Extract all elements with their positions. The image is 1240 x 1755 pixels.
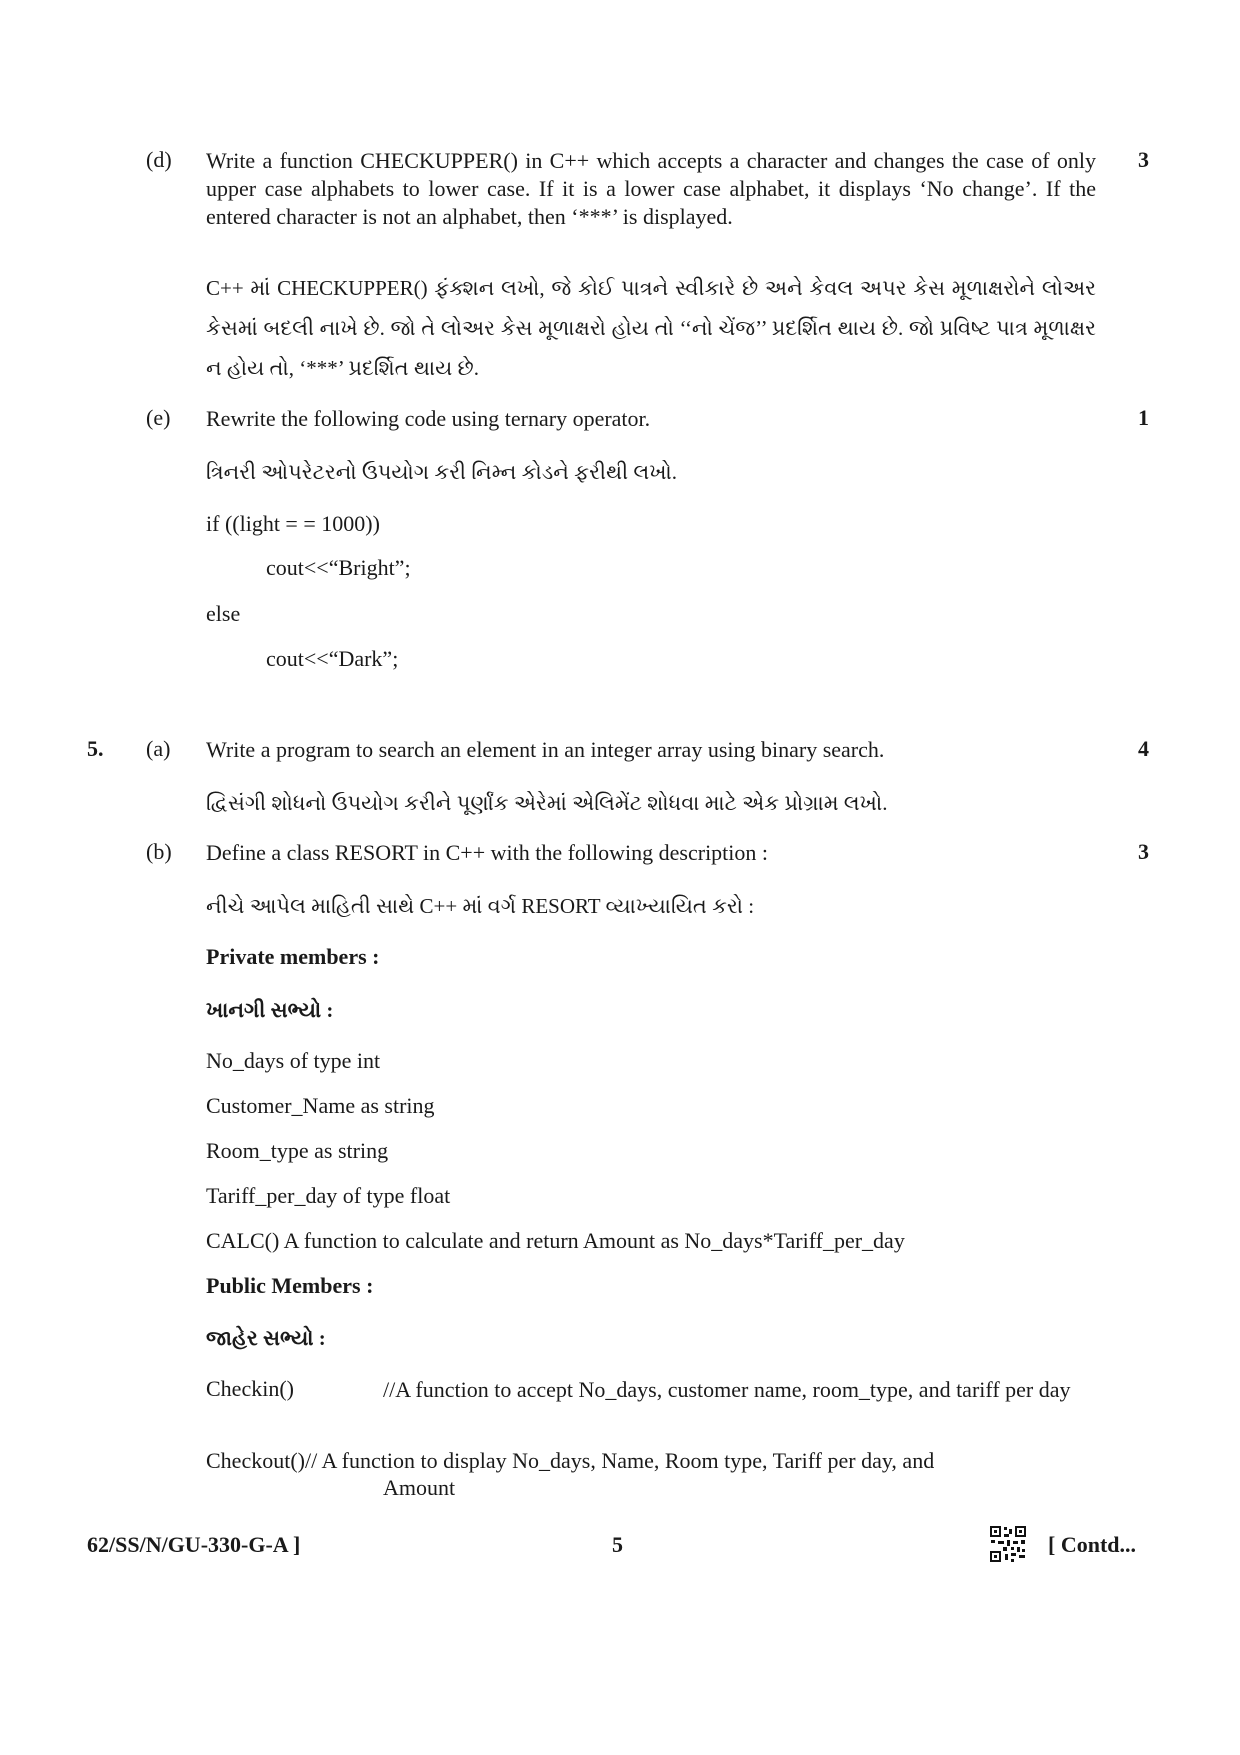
checkout-line-continued: Amount xyxy=(383,1475,456,1500)
checkin-description: //A function to accept No_days, customer name, room_type, and tariff per day xyxy=(383,1377,1071,1402)
q5b-marks: 3 xyxy=(1138,839,1149,864)
q5a-gujarati-text: દ્વિસંગી શોધનો ઉપયોગ કરીને પૂર્ણાંક એરેમાં એલિમેંટ શોધવા માટે એક પ્રોગ્રામ લખો. xyxy=(206,791,888,815)
private-member-item: No_days of type int xyxy=(206,1048,381,1073)
q5a-label: (a) xyxy=(146,736,171,761)
public-members-heading-gujarati: જાહેર સભ્યો : xyxy=(206,1326,326,1350)
private-member-item: Tariff_per_day of type float xyxy=(206,1183,451,1208)
q4d-english-text: Write a function CHECKUPPER() in C++ which accepts a character and changes the case of only upper case alphabets to lower case. If it is a lower case alphabet, it displays ‘No change’. If the entered character is not an alphabet, then ‘***’ is displayed. xyxy=(206,148,1096,229)
q5b-label: (b) xyxy=(146,839,172,864)
q5b-english-text: Define a class RESORT in C++ with the following description : xyxy=(206,840,769,865)
private-member-item: Customer_Name as string xyxy=(206,1093,435,1118)
q4e-gujarati-text: ત્રિનરી ઓપરેટરનો ઉપયોગ કરી નિમ્ન કોડને ફરીથી લખો. xyxy=(206,460,677,484)
checkin-name: Checkin() xyxy=(206,1376,294,1401)
public-members-heading: Public Members : xyxy=(206,1273,374,1298)
q4e-english-text: Rewrite the following code using ternary operator. xyxy=(206,406,651,431)
code-line-if: if ((light = = 1000)) xyxy=(206,511,380,536)
q5a-english-text: Write a program to search an element in an integer array using binary search. xyxy=(206,737,885,762)
qr-code-icon xyxy=(989,1525,1027,1563)
q4e-label: (e) xyxy=(146,405,171,430)
page-number: 5 xyxy=(612,1532,623,1557)
q5b-gujarati-text: નીચે આપેલ માહિતી સાથે C++ માં વર્ગ RESORT વ્યાખ્યાયિત કરો : xyxy=(206,894,755,918)
private-members-heading: Private members : xyxy=(206,944,380,969)
q4e-marks: 1 xyxy=(1138,405,1149,430)
q4d-marks: 3 xyxy=(1138,147,1149,172)
paper-code: 62/SS/N/GU-330-G-A ] xyxy=(87,1532,301,1557)
q5a-marks: 4 xyxy=(1138,736,1149,761)
q5-number: 5. xyxy=(87,736,104,761)
private-member-item: CALC() A function to calculate and return Amount as No_days*Tariff_per_day xyxy=(206,1228,905,1253)
q4d-gujarati-text: C++ માં CHECKUPPER() ફંક્શન લખો, જે કોઈ પાત્રને સ્વીકારે છે અને કેવલ અપર કેસ મૂળાક્ષરોને લોઅર કેસમાં બદલી નાખે છે. જો તે લોઅર કેસ મૂળાક્ષરો હોય તો ‘‘નો ચેંજ’’ પ્રદર્શિત થાય છે. જો પ્રવિષ્ટ પાત્ર મૂળાક્ષર ન હોય તો, ‘***’ પ્રદર્શિત થાય છે. xyxy=(206,276,1096,380)
continued-label: [ Contd... xyxy=(1048,1532,1137,1557)
private-member-item: Room_type as string xyxy=(206,1138,389,1163)
code-line-else: else xyxy=(206,601,241,626)
private-members-heading-gujarati: ખાનગી સભ્યો : xyxy=(206,998,334,1022)
code-line-dark: cout<<“Dark”; xyxy=(266,646,399,671)
checkout-line: Checkout()// A function to display No_days, Name, Room type, Tariff per day, and xyxy=(206,1448,935,1473)
code-line-bright: cout<<“Bright”; xyxy=(266,555,411,580)
q4d-label: (d) xyxy=(146,147,172,172)
